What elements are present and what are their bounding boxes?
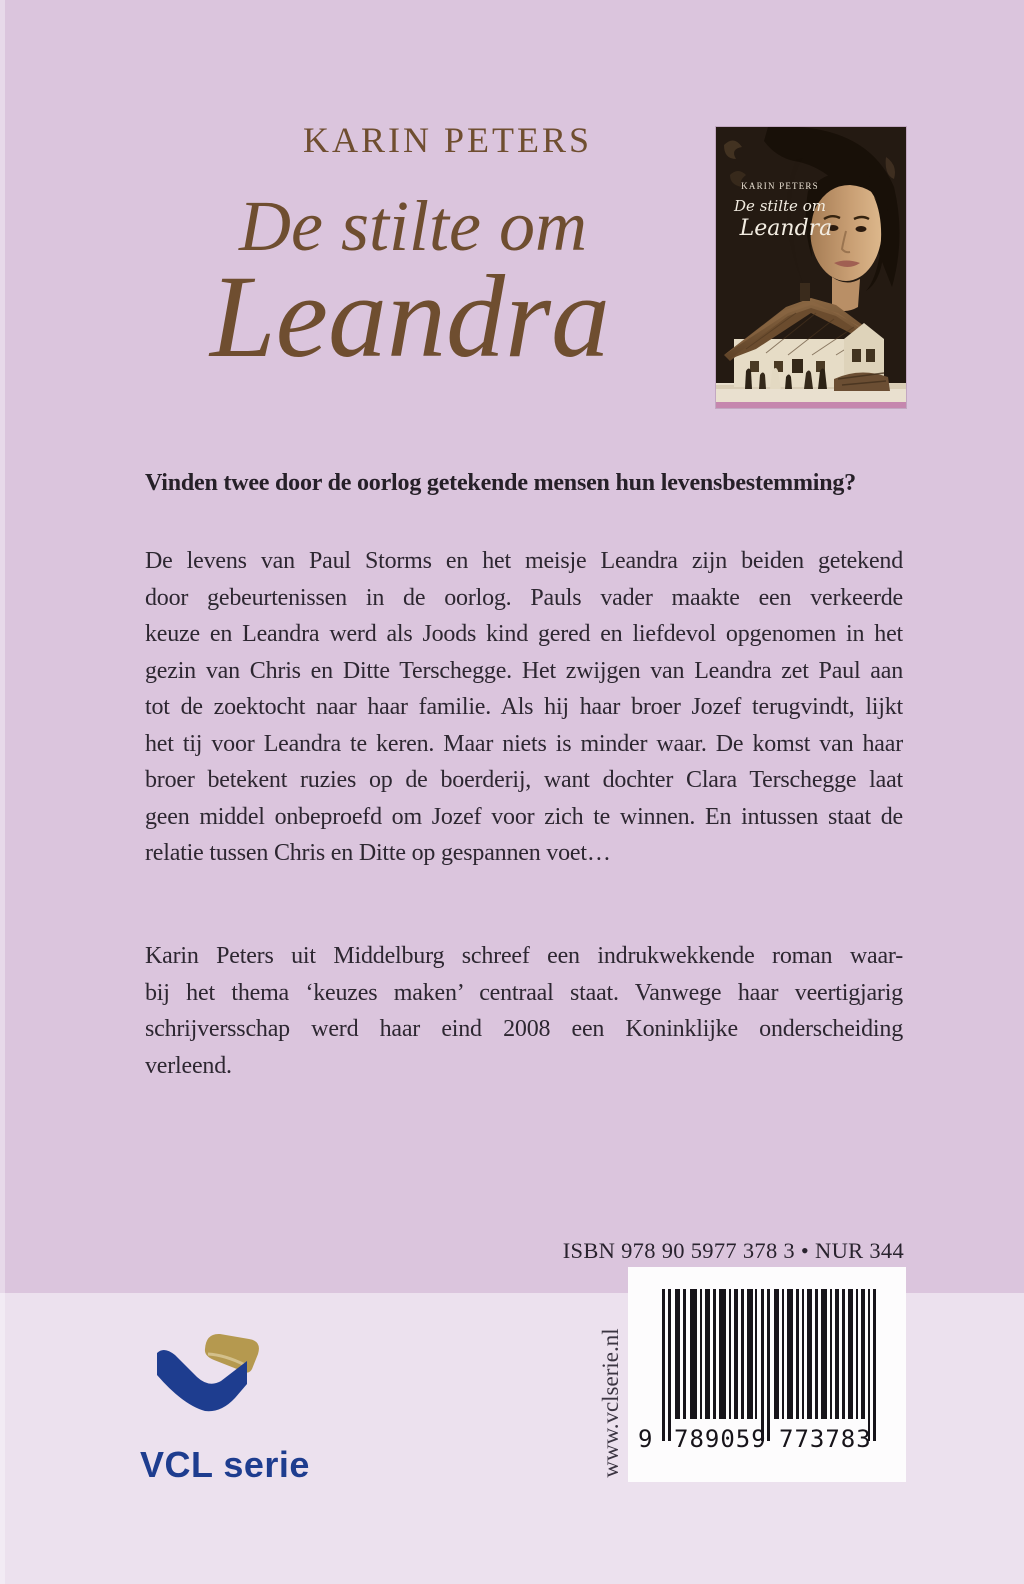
barcode-digit-lead: 9 [638, 1425, 654, 1453]
synopsis-paragraph [145, 543, 903, 872]
author-name: KARIN PETERS [302, 120, 593, 160]
bio-line: bij het thema ‘keuzes maken’ centraal staat. Vanwege haar veertigjarig [145, 979, 903, 1006]
synopsis-line: De levens van Paul Storms en het meisje Leandra zijn beiden getekend [145, 548, 903, 574]
bio-line: Karin Peters uit Middelburg schreef een indrukwekkende roman waar- [145, 943, 903, 969]
cover-title-line1: De stilte om [734, 197, 826, 215]
barcode [628, 1267, 906, 1482]
left-edge-highlight [0, 0, 5, 1584]
front-cover-thumbnail [716, 127, 906, 408]
bio-line: verleend. [145, 1052, 232, 1079]
tagline-question: Vinden twee door de oorlog getekende mensen hun levensbestemming? [145, 470, 856, 496]
synopsis-line: gezin van Chris en Ditte Terschegge. Het zwijgen van Leandra zet Paul aan [145, 657, 903, 684]
bio-line: schrijversschap werd haar eind 2008 een Koninklijke onderscheiding [145, 1016, 903, 1043]
cover-illustration [716, 127, 906, 408]
cover-title-line2: Leandra [739, 216, 833, 241]
synopsis-line: het tij voor Leandra te keren. Maar niets is minder waar. De komst van haar [145, 730, 903, 757]
cover-author: KARIN PETERS [741, 181, 819, 191]
book-title-line2: Leandra [210, 251, 610, 382]
synopsis-line: geen middel onbeproefd om Jozef voor zich te winnen. En intussen staat de [145, 803, 903, 830]
vcl-logo-shapes [155, 1323, 270, 1425]
barcode-digits-group1: 789059 [674, 1425, 767, 1453]
synopsis-line: relatie tussen Chris en Ditte op gespannen voet… [145, 840, 611, 867]
synopsis-line: broer betekent ruzies op de boerderij, want dochter Clara Terschegge laat [145, 767, 903, 794]
synopsis-line: tot de zoektocht naar haar familie. Als hij haar broer Jozef terugvindt, lijkt [145, 694, 903, 721]
isbn-nur-line: ISBN 978 90 5977 378 3 • NUR 344 [562, 1238, 904, 1263]
synopsis-line: door gebeurtenissen in de oorlog. Pauls vader maakte een verkeerde [145, 584, 903, 611]
vcl-serie-logo-icon [155, 1323, 270, 1425]
synopsis-line: keuze en Leandra werd als Joods kind gered en liefdevol opgenomen in het [145, 621, 903, 648]
author-bio-paragraph [145, 938, 903, 1084]
series-website-url: www.vclserie.nl [598, 1328, 623, 1478]
series-name-label: VCL serie [140, 1444, 310, 1485]
barcode-digits-group2: 773783 [779, 1425, 872, 1453]
book-title-line1: De stilte om [239, 186, 587, 266]
